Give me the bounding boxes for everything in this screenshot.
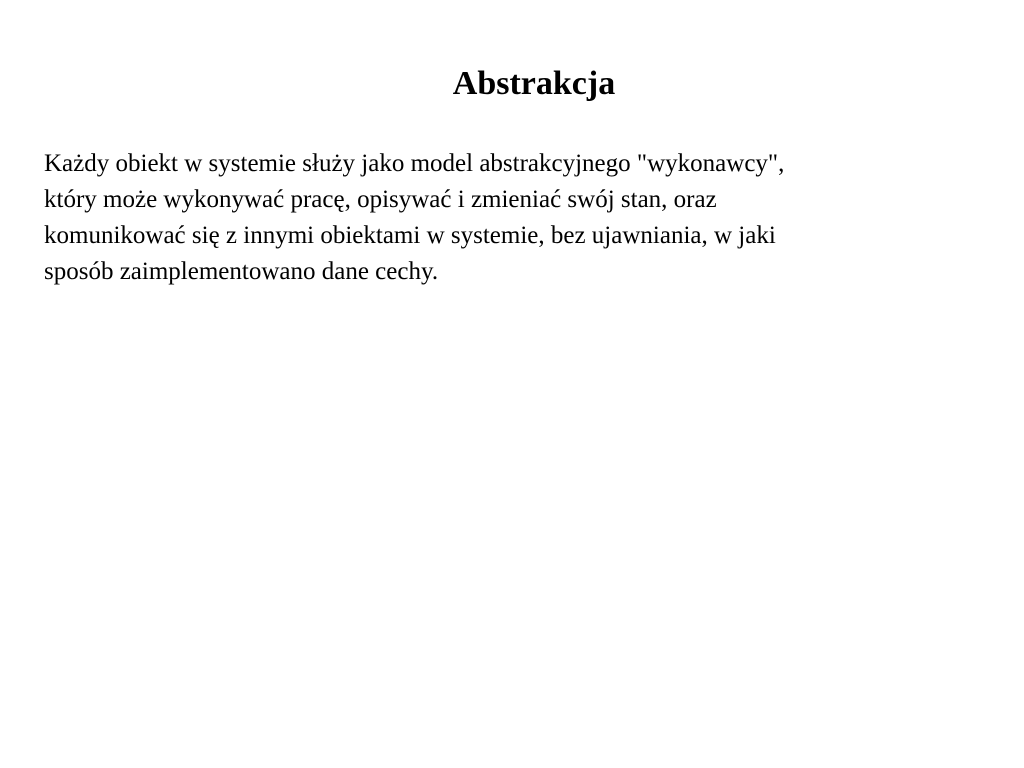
slide-body-text <box>44 146 984 290</box>
body-line: Każdy obiekt w systemie służy jako model abstrakcyjnego "wykonawcy", <box>44 150 785 177</box>
body-line: komunikować się z innymi obiektami w systemie, bez ujawniania, w jaki <box>44 222 776 249</box>
body-line: sposób zaimplementowano dane cechy. <box>44 258 439 285</box>
slide-title: Abstrakcja <box>452 65 616 102</box>
body-line: który może wykonywać pracę, opisywać i zmieniać swój stan, oraz <box>44 186 717 213</box>
